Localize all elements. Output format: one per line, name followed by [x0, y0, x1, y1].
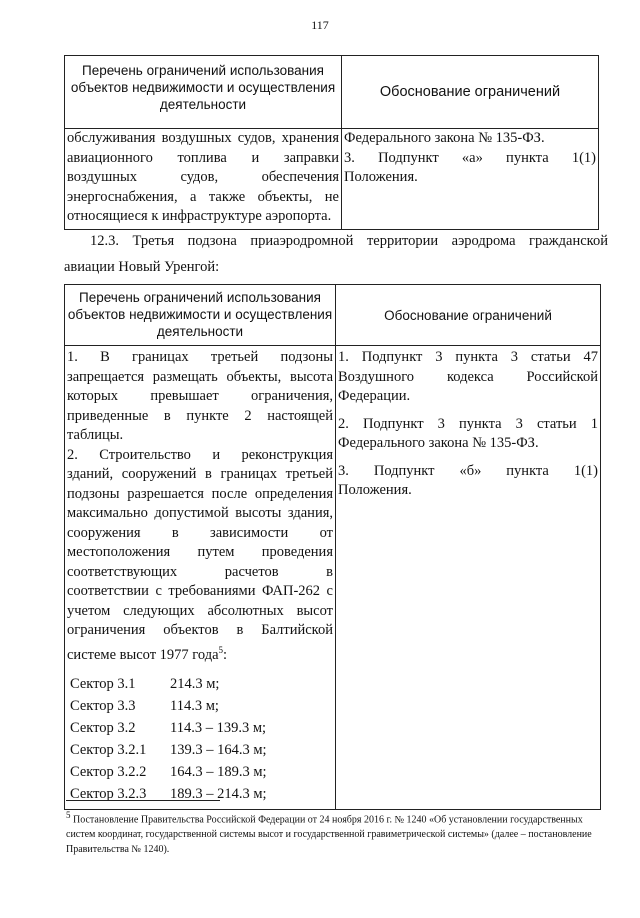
table-row — [65, 346, 601, 810]
header-title: Обоснование ограничений — [379, 83, 561, 100]
text-line: относящиеся к инфраструктуре аэропорта. — [67, 208, 332, 224]
colon: : — [223, 646, 228, 663]
header-line: Перечень ограничений использования — [79, 290, 321, 305]
text-line — [67, 641, 333, 665]
text-line: которых превышает ограничения, — [67, 388, 333, 404]
restriction-cell — [65, 129, 342, 230]
sector-list — [67, 673, 333, 805]
justification-item — [338, 415, 598, 454]
text-line: ограничения объектов в Балтийской — [67, 622, 333, 638]
sector-name: Сектор 3.3 — [70, 697, 136, 714]
sector-height: 139.3 – 164.3 м; — [170, 741, 267, 758]
text-line: местоположения путем проведения — [67, 544, 333, 560]
text-line: 3. Подпункт «б» пункта 1(1) — [338, 462, 598, 479]
sector-name: Сектор 3.2 — [70, 719, 136, 736]
text-line: максимально допустимой высоты здания, — [67, 505, 333, 521]
text-line: таблицы. — [67, 427, 124, 443]
header-right-cell — [336, 285, 601, 346]
text-line: 2. Строительство и реконструкция — [67, 446, 333, 463]
table-header-row — [65, 56, 599, 129]
text-line: 1. В границах третьей подзоны — [67, 349, 333, 365]
sector-row — [67, 783, 333, 805]
header-left-cell — [65, 56, 342, 129]
text-line: зданий, сооружений в границах третьей — [67, 466, 333, 482]
text-line: Положения. — [344, 169, 418, 185]
sector-height: 114.3 м; — [170, 697, 219, 714]
text-line: подзоны разрешается после определения — [67, 485, 333, 502]
section-line: авиации Новый Уренгой: — [64, 259, 220, 275]
footnote-separator — [66, 800, 220, 801]
sector-height: 214.3 м; — [170, 675, 220, 692]
text-line: учетом следующих абсолютных высот — [67, 602, 333, 619]
sector-height: 189.3 – 214.3 м; — [170, 785, 267, 802]
text-line: Федерального закона № 135-ФЗ. — [338, 435, 539, 451]
justification-cell — [336, 346, 601, 810]
header-line: деятельности — [159, 97, 247, 112]
footnote — [66, 808, 612, 857]
text-line: авиационного топлива и заправки — [67, 149, 339, 166]
sector-row — [67, 673, 333, 695]
text-line: обслуживания воздушных судов, хранения — [67, 130, 339, 146]
sector-row — [67, 739, 333, 761]
header-left-cell — [65, 285, 336, 346]
text-line: энергоснабжения, а также объекты, не — [67, 188, 339, 205]
text-line: Воздушного кодекса Российской — [338, 368, 598, 385]
justification-item — [338, 348, 598, 407]
text-line: приведенные в пункте 2 настоящей — [67, 407, 333, 424]
table-header-row — [65, 285, 601, 346]
header-line: деятельности — [156, 324, 244, 339]
text-line: сооружения в зависимости от — [67, 524, 333, 541]
table-row — [65, 129, 599, 230]
text-line: Федерального закона № 135-ФЗ. — [344, 130, 545, 146]
sector-name: Сектор 3.2.3 — [70, 785, 147, 802]
footnote-ref: 5 — [218, 644, 224, 655]
text-line: запрещается размещать объекты, высота — [67, 368, 333, 385]
sector-height: 114.3 – 139.3 м; — [170, 719, 267, 736]
footnote-text: Постановление Правительства Российской Федерации от 24 ноября 2016 г. № 1240 «Об установлении государственных систем координат, государственной системы высот и государственной гравиметрической системы» (далее – постановление Правительства № 1240). — [66, 814, 592, 856]
sector-name: Сектор 3.1 — [70, 675, 136, 692]
section-paragraph — [64, 228, 608, 280]
restriction-cell — [65, 346, 336, 810]
text-line: Положения. — [338, 482, 412, 498]
text-line: Федерации. — [338, 388, 411, 404]
sector-height: 164.3 – 189.3 м; — [170, 763, 267, 780]
header-line: объектов недвижимости и осуществления — [67, 307, 333, 322]
section-line: 12.3. Третья подзона приаэродромной территории аэродрома гражданской — [90, 233, 608, 249]
header-line: Перечень ограничений использования — [82, 63, 324, 78]
text-line: соответствии с требованиями ФАП-262 с — [67, 583, 333, 599]
text-line: соответствующих расчетов в — [67, 563, 333, 580]
page-number: 117 — [311, 18, 329, 32]
text-line-end: системе высот 1977 года — [67, 646, 219, 663]
restrictions-table — [64, 284, 601, 810]
text-line: 1. Подпункт 3 пункта 3 статьи 47 — [338, 349, 598, 365]
sector-row — [67, 761, 333, 783]
text-line: 3. Подпункт «а» пункта 1(1) — [344, 149, 596, 166]
text-line: 2. Подпункт 3 пункта 3 статьи 1 — [338, 415, 598, 432]
header-title: Обоснование ограничений — [384, 307, 552, 323]
sector-row — [67, 717, 333, 739]
header-line: объектов недвижимости и осуществления — [70, 80, 336, 95]
header-right-cell — [342, 56, 599, 129]
sector-name: Сектор 3.2.1 — [70, 741, 147, 758]
sector-name: Сектор 3.2.2 — [70, 763, 147, 780]
restrictions-table-continued — [64, 55, 599, 230]
justification-item — [338, 462, 598, 501]
footnote-mark: 5 — [66, 810, 71, 820]
justification-cell — [342, 129, 599, 230]
text-line: воздушных судов, обеспечения — [67, 169, 339, 185]
sector-row — [67, 695, 333, 717]
